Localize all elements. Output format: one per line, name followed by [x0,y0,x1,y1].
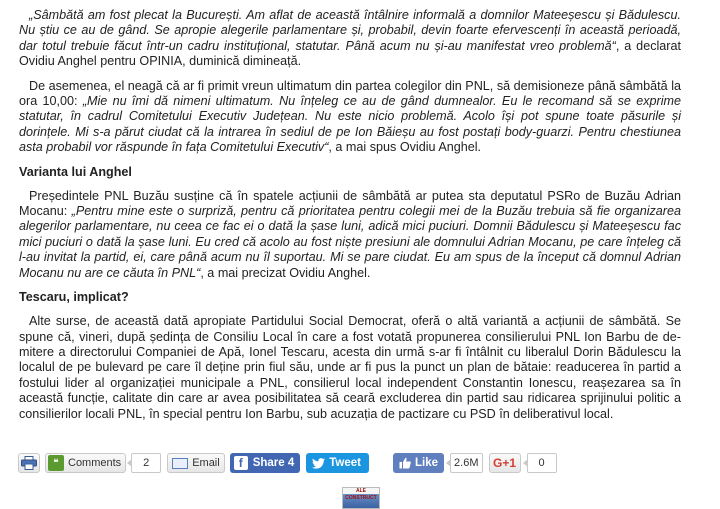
paragraph-3-lead: Președintele PNL Buzău susține că în spatele acțiunii de sâmbătă ar putea sta deputatul PSRo de Buzău Adrian Mocanu: [19,188,681,219]
print-button[interactable] [18,453,40,473]
facebook-like-button[interactable] [393,453,444,473]
thumbs-up-icon [399,457,411,469]
paragraph-1 [19,8,681,70]
quote-1: „Sâmbătă am fost plecat la București. Am aflat de această întâlnire informală a domnilor Mateeșescu și Bădulescu. Nu știu ce au de gând. Se apropie alegerile parlamentare și, probabil, devin foarte efervescenți în această perioadă, dar totul trebuie făcut într-un cadru instituțional, statutar. Până acum nu și-au manifestat vreo problemă“ [19,8,681,53]
comments-icon: ❝ [48,455,64,471]
share-label: Share 4 [252,457,295,469]
comments-label: Comments [68,457,122,469]
like-count: 2.6M [450,453,482,473]
facebook-icon: f [234,456,248,470]
subheading-tescaru: Tescaru, implicat? [19,290,129,305]
subheading-anghel: Varianta lui Anghel [19,164,132,179]
email-label: Email [192,457,220,469]
like-label: Like [415,457,439,469]
paragraph-2 [19,79,681,156]
paragraph-2-tail: , a mai spus Ovidiu Anghel. [328,140,482,155]
tweet-label: Tweet [329,457,362,469]
envelope-icon [172,458,188,469]
paragraph-4: Alte surse, de această dată apropiate Partidului Social Democrat, oferă o altă variantă a acțiunii de sâmbătă. Se spune că, vineri, după ședința de Consiliu Local în care a fost votată propunerea consilierului PNL Ion Barbu de de-mitere a directorului Companiei de Apă, Ionel Tescaru, acesta din urmă s-ar fi întâlnit cu liberalul Dorin Bădulescu la localul de pe bulevard pe care îl deține prin fiul său, unde ar fi pus la punct un plan de bătaie: readucerea în partid a fostului lider al organizației municipale a PNL, consilierul local independent Constantin Ionescu, reașezarea sa în această funcție, calitate din care ar avea posibilitatea să ceară excluderea din partid sau ridicarea sprijinului politic a consilierilor locali PNL, în special pentru Ion Barbu, sub acuzația de pactizare cu PSD în deliberativul local. [19,314,681,421]
share-toolbar [18,451,708,475]
printer-icon [21,456,37,470]
ad-thumbnail-caption: ALE CONSTRUCT [345,488,377,501]
quote-3: „Pentru mine este o surpriză, pentru că prioritatea pentru colegii mei de la Buzău trebuia să fie organizarea alegerilor parlamentare, nu ceea ce fac ei o dată la șase luni, adică mici puciuri. Domnii Bădulescu și Mateeșescu fac mici puciuri o dată la șase luni. Eu cred că acolo au fost niște presiuni ale domnului Adrian Mocanu, pe care înțeleg că l-au invitat la partid, ei, care până acum nu îl suportau. Mi se pare ciudat. Eu am spus de la început că domnul Adrian Mocanu nu are ce căuta în PNL“ [19,204,682,280]
email-button[interactable] [167,453,225,473]
article-body [19,8,681,431]
comments-button[interactable] [45,453,126,473]
paragraph-2-lead: De asemenea, el neagă că ar fi primit vreun ultimatum din partea colegilor din PNL, să demisioneze până sâmbătă la ora 10,00: [19,78,681,109]
tweet-button[interactable] [306,453,369,473]
google-plus-button[interactable]: G+1 [489,453,521,473]
paragraph-3 [19,189,681,281]
ad-thumbnail[interactable] [342,487,380,509]
quote-2: „Mie nu îmi dă nimeni ultimatum. Nu înțeleg ce au de gând dumnealor. Eu le recomand să se exprime statutar, în cadrul Comitetului Executiv Județean. Nu este nicio problemă. Acolo își pot spune toate păsurile și dorințele. Mi s-a părut ciudat că la intrarea în sediul de pe Ion Băieșu au fost postați body-guarzi. Pentru chestiunea asta probabil vor răspunde în fața Comitetului Executiv“ [19,94,681,155]
twitter-bird-icon [312,458,325,469]
google-plus-count: 0 [527,453,557,473]
paragraph-1-tail: , a declarat Ovidiu Anghel pentru OPINIA, duminică dimineață. [19,38,681,69]
facebook-share-button[interactable] [230,453,301,473]
comments-count: 2 [131,453,161,473]
paragraph-3-tail: , a mai precizat Ovidiu Anghel. [200,265,371,280]
